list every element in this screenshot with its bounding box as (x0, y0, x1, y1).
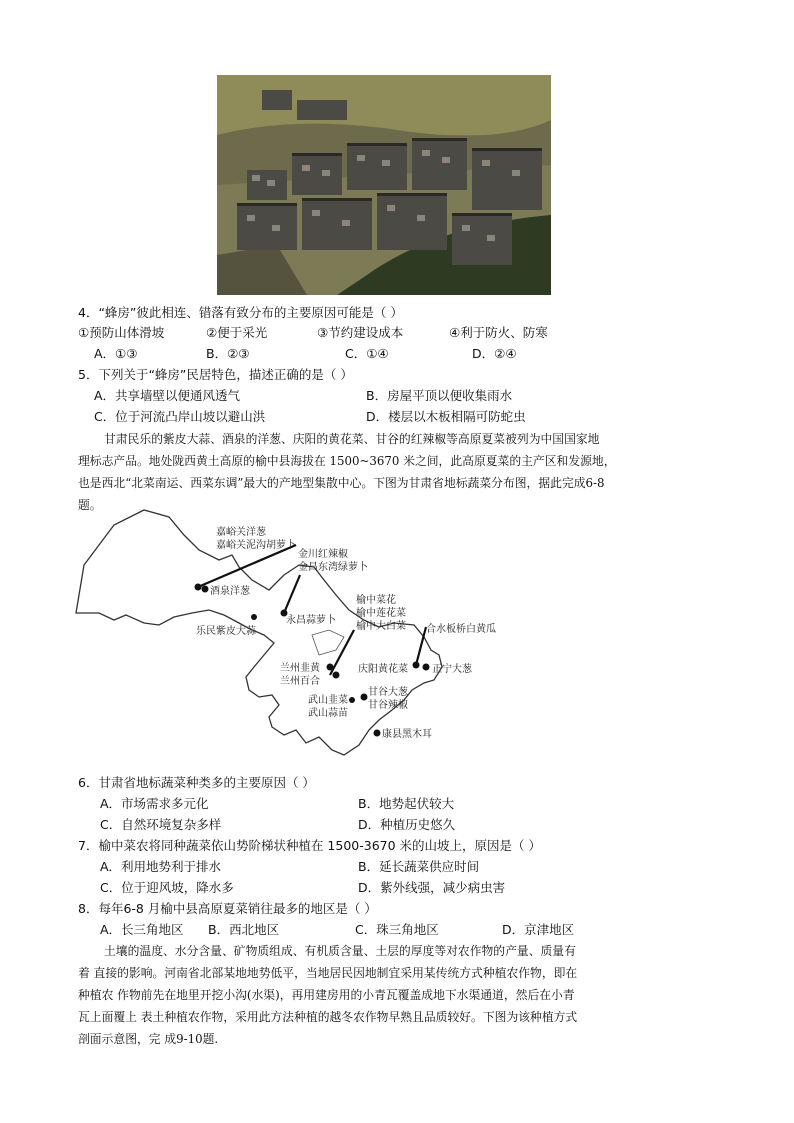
map-label-jiuquan: 酒泉洋葱 (210, 586, 250, 597)
map-marker-zhengning (423, 664, 430, 671)
map-marker-jiuquan (202, 586, 209, 593)
q6-option-b: B．地势起伏较大 (358, 796, 455, 811)
map-label-jinchang-2: 金昌东湾绿萝卜 (298, 562, 368, 573)
passage2-line: 着 直接的影响。河南省北部某地地势低平，当地居民因地制宜采用某传统方式种植农作物，即在 (78, 966, 578, 980)
q4-statement-3: ③节约建设成本 (317, 325, 404, 340)
map-label-wushan-1: 武山韭菜 (308, 695, 348, 706)
map-label-yuzhong-3: 榆中大白菜 (356, 621, 406, 632)
passage2-line: 土壤的温度、水分含量、矿物质组成、有机质含量、土层的厚度等对农作物的产量、质量有 (104, 944, 576, 958)
map-label-qingyang: 庆阳黄花菜 (358, 664, 408, 675)
q6-option-c: C．自然环境复杂多样 (100, 817, 222, 832)
q7-stem: 7．榆中菜农将同种蔬菜依山势阶梯状种植在 1500-3670 米的山坡上，原因是（ ） (78, 838, 542, 853)
map-marker-jiayuguan (195, 584, 202, 591)
q4-statement-2: ②便于采光 (206, 325, 268, 340)
map-marker-qingyang (413, 662, 420, 669)
map-marker-kangxian (374, 730, 381, 737)
gansu-vegetable-map (74, 505, 524, 763)
map-label-yuzhong-1: 榆中菜花 (356, 595, 396, 606)
q5-option-d: D．楼层以木板相隔可防蛇虫 (366, 409, 526, 424)
map-label-jyg-2: 嘉峪关泥沟胡萝卜 (216, 540, 296, 551)
q8-option-a: A．长三角地区 (100, 922, 184, 937)
q6-stem: 6．甘肃省地标蔬菜种类多的主要原因（ ） (78, 775, 315, 790)
passage-tile-planting (78, 940, 718, 1050)
map-label-kangxian: 康县黑木耳 (382, 729, 432, 740)
map-marker-lanzhou (327, 664, 334, 671)
map-label-minle: 乐民紫皮大蒜 (196, 626, 256, 637)
passage-gansu-vegetables (78, 428, 718, 516)
q8-option-c: C．珠三角地区 (355, 922, 439, 937)
q8-option-d: D．京津地区 (502, 922, 575, 937)
q8-option-b: B．西北地区 (208, 922, 280, 937)
q7-option-b: B．延长蔬菜供应时间 (358, 859, 480, 874)
map-marker-gangu (361, 694, 368, 701)
passage1-line: 题。 (78, 498, 102, 512)
map-marker-minle (251, 614, 257, 620)
q5-stem: 5．下列关于“蜂房”民居特色，描述正确的是（ ） (78, 367, 353, 382)
q5-option-a: A．共享墙壁以便通风透气 (94, 388, 241, 403)
map-label-jyg-1: 嘉峪关洋葱 (216, 527, 266, 538)
map-label-yongchang: 永昌蒜萝卜 (286, 615, 336, 626)
passage1-line: 理标志产品。地处陇西黄土高原的榆中县海拔在 1500~3670 米之间，此高原夏菜的主产区和发源地， (78, 454, 616, 468)
map-marker-yuzhong (333, 672, 340, 679)
passage2-line: 剖面示意图，完 成9-10题. (78, 1032, 219, 1046)
q7-option-d: D．紫外线强，减少病虫害 (358, 880, 506, 895)
q4-option-d: D．②④ (472, 346, 517, 361)
map-label-zhengning: 正宁大葱 (432, 664, 472, 675)
passage1-line: 也是西北“北菜南运、西菜东调”最大的产地型集散中心。下图为甘肃省地标蔬菜分布图，据此完成6-8 (78, 476, 605, 490)
q4-option-a: A．①③ (94, 346, 138, 361)
q6-option-d: D．种植历史悠久 (358, 817, 456, 832)
q5-option-c: C．位于河流凸岸山坡以避山洪 (94, 409, 266, 424)
q4-statement-4: ④利于防火、防寒 (449, 325, 548, 340)
map-label-heshui: 合水板桥白黄瓜 (426, 624, 496, 635)
map-label-lanzhou-2: 兰州百合 (280, 676, 320, 687)
map-label-lanzhou-1: 兰州韭黄 (280, 663, 320, 674)
passage2-line: 瓦上面覆上 表土种植农作物，采用此方法种植的越冬农作物早熟且品质较好。下图为该种植方式 (78, 1010, 578, 1024)
map-label-gangu-1: 甘谷大葱 (368, 687, 408, 698)
q5-option-b: B．房屋平顶以便收集雨水 (366, 388, 513, 403)
map-label-jinchang-1: 金川红辣椒 (298, 549, 348, 560)
map-marker-wushan (349, 697, 355, 703)
hillside-village-photo (217, 75, 551, 295)
q7-option-c: C．位于迎风坡，降水多 (100, 880, 234, 895)
q4-statement-1: ①预防山体滑坡 (78, 325, 165, 340)
q4-stem: 4．“蜂房”彼此相连、错落有致分布的主要原因可能是（ ） (78, 305, 403, 320)
q8-stem: 8．每年6-8 月榆中县高原夏菜销往最多的地区是（ ） (78, 901, 377, 916)
q4-option-c: C．①④ (345, 346, 389, 361)
map-label-yuzhong-2: 榆中莲花菜 (356, 608, 406, 619)
passage1-line: 甘肃民乐的紫皮大蒜、酒泉的洋葱、庆阳的黄花菜、甘谷的红辣椒等高原夏菜被列为中国国家地 (104, 432, 600, 446)
q7-option-a: A．利用地势利于排水 (100, 859, 222, 874)
map-label-wushan-2: 武山蒜苗 (308, 708, 348, 719)
q6-option-a: A．市场需求多元化 (100, 796, 209, 811)
passage2-line: 种植农 作物前先在地里开挖小沟(水渠)，再用建房用的小青瓦覆盖成地下水渠通道，然后在小青 (78, 988, 575, 1002)
q4-option-b: B．②③ (206, 346, 250, 361)
map-label-gangu-2: 甘谷辣椒 (368, 700, 408, 711)
